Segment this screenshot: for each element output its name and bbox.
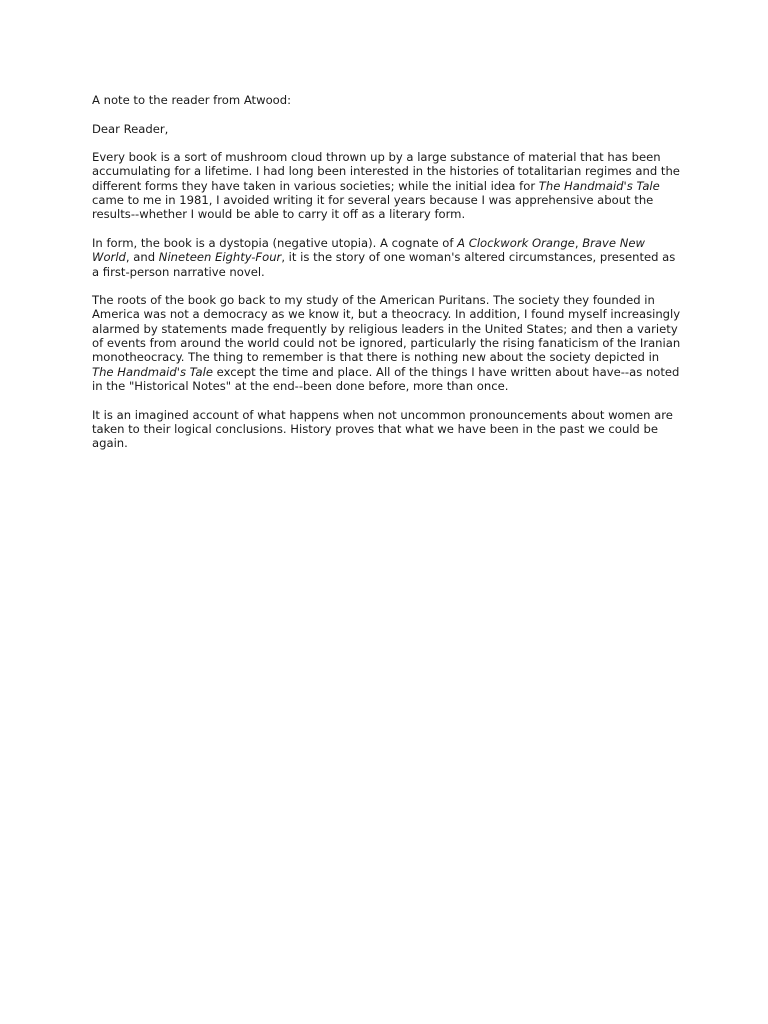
paragraph-2-sep-1: , bbox=[574, 235, 583, 250]
book-title-handmaids-tale: The Handmaid's Tale bbox=[538, 178, 660, 193]
paragraph-4: It is an imagined account of what happens when not uncommon pronouncements about women are taken to their logical conclusions. History proves that what we have been in the past we could be again. bbox=[92, 407, 673, 451]
salutation: Dear Reader, bbox=[92, 121, 169, 136]
paragraph-3-text-b: except the time and place. All of the things I have written about have--as noted in the "Historical Notes" at the end--been done before, more than once. bbox=[92, 364, 680, 393]
book-title-brave-new-world: Brave New World bbox=[92, 235, 645, 265]
paragraph-1-text-a: Every book is a sort of mushroom cloud thrown up by a large substance of material that has been accumulating for a lifetime. I had long been interested in the histories of totalitarian regimes and the different forms they have taken in various societies; while the initial idea for bbox=[92, 150, 680, 193]
paragraph-2 bbox=[92, 236, 682, 279]
note-heading: A note to the reader from Atwood: bbox=[92, 93, 292, 107]
paragraph-1-text-b: came to me in 1981, I avoided writing it for several years because I was apprehensive about the results--whether I would be able to carry it off as a literary form. bbox=[92, 193, 654, 222]
book-title-nineteen-eighty-four: Nineteen Eighty-Four bbox=[158, 250, 282, 265]
paragraph-1 bbox=[92, 150, 682, 221]
paragraph-2-text-b: , it is the story of one woman's altered circumstances, presented as a first-person narrative novel. bbox=[92, 250, 676, 279]
paragraph-3 bbox=[92, 293, 682, 393]
book-title-clockwork-orange: A Clockwork Orange bbox=[457, 235, 575, 250]
paragraph-2-sep-2: , and bbox=[125, 250, 159, 265]
book-title-handmaids-tale-2: The Handmaid's Tale bbox=[92, 364, 213, 379]
paragraph-3-text-a: The roots of the book go back to my study of the American Puritans. The society they founded in America was not a democracy as we know it, but a theocracy. In addition, I found myself increasingly alarmed by statements made frequently by religious leaders in the United States; and then a variety of events from around the world could not be ignored, particularly the rising fanaticism of the Iranian monotheocracy. The thing to remember is that there is nothing new about the society depicted in bbox=[92, 293, 681, 365]
document-body bbox=[92, 93, 682, 465]
paragraph-2-text-a: In form, the book is a dystopia (negative utopia). A cognate of bbox=[92, 235, 458, 250]
